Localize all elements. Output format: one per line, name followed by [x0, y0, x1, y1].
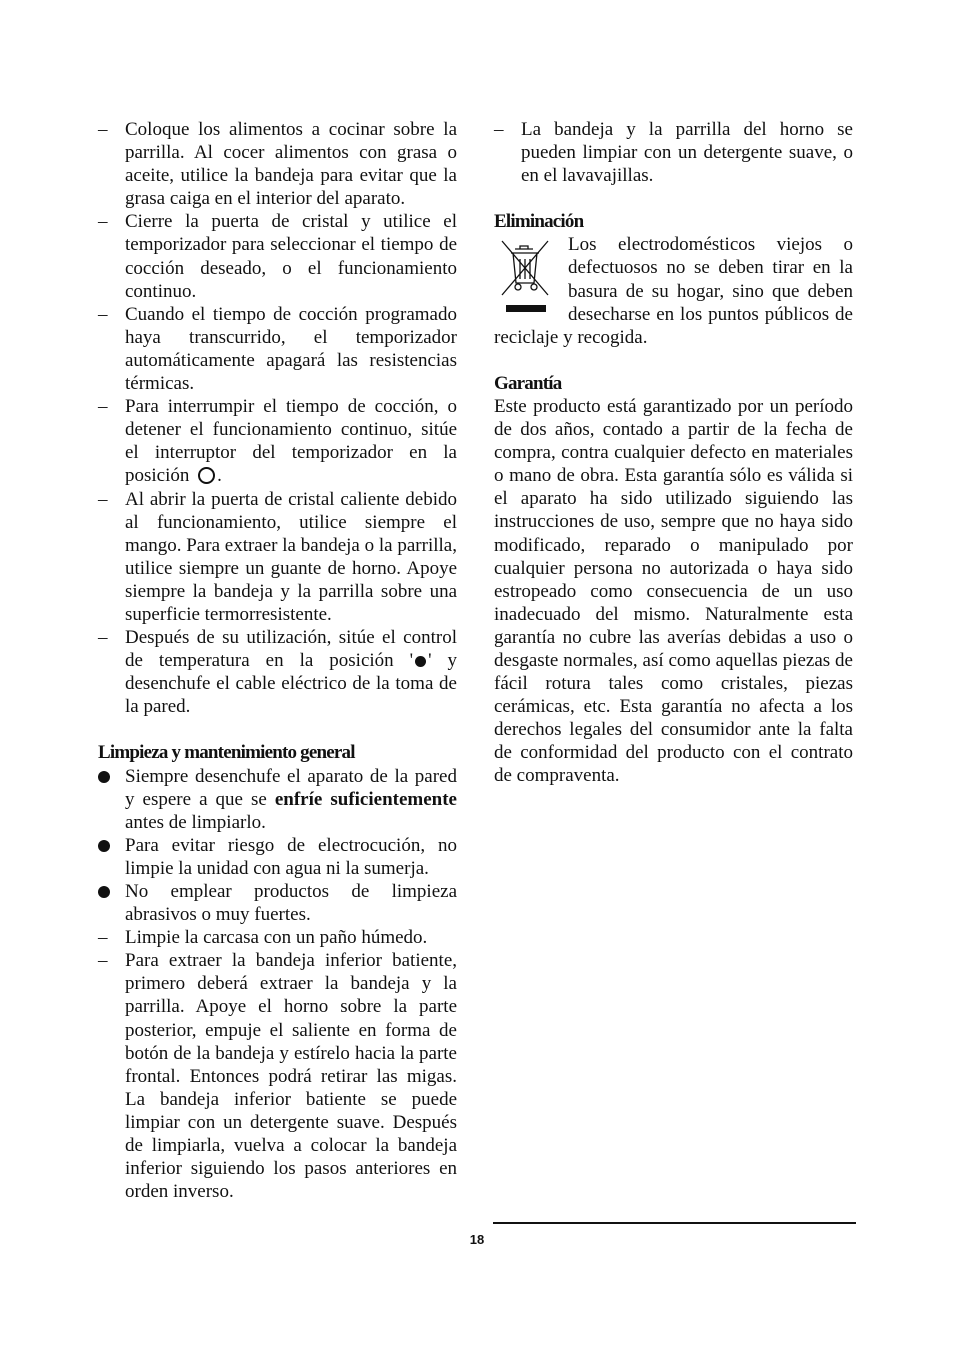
instruction-item [98, 626, 457, 718]
instruction-text: Coloque los alimentos a cocinar sobre la parrilla. Al cocer alimentos con grasa o aceite, utilice la bandeja para evitar que la grasa caiga en el interior del aparato. [125, 119, 457, 210]
instruction-item [98, 210, 457, 302]
dash-marker: – [494, 119, 504, 140]
dash-marker: – [98, 119, 108, 140]
instruction-item [98, 488, 457, 627]
cleaning-dash-item [98, 949, 457, 1203]
cleaning-bullet-item [98, 880, 457, 926]
instruction-item [98, 395, 457, 487]
disposal-text: Los electrodomésticos viejos o defectuosos no se deben tirar en la basura de su hogar, sino que deben desecharse en los puntos públicos de reciclaje y recogida. [494, 234, 853, 348]
bullet-icon [98, 765, 118, 789]
instruction-text: Al abrir la puerta de cristal caliente debido al funcionamiento, utilice siempre el mango. Para extraer la bandeja o la parrilla, utilice siempre un guante de horno. Apoye siempre la bandeja y la parrilla sobre una superficie termorresistente. [125, 488, 457, 625]
instruction-text: La bandeja y la parrilla del horno se pueden limpiar con un detergente suave, o en el lavavajillas. [521, 119, 853, 187]
left-column [98, 118, 457, 1203]
cleaning-text: Limpie la carcasa con un paño húmedo. [125, 927, 428, 949]
instruction-text-end: . [217, 465, 222, 487]
instruction-item [98, 118, 457, 210]
right-column [494, 118, 853, 788]
cleaning-text-end: antes de limpiarlo. [125, 811, 266, 833]
cleaning-heading: Limpieza y mantenimiento general [98, 742, 355, 764]
crossed-out-bin-icon [494, 235, 556, 317]
cleaning-bullet-item [98, 765, 457, 834]
disposal-paragraph [494, 233, 853, 348]
instruction-text: Para interrumpir el tiempo de cocción, o detener el funcionamiento continuo, sitúe el interruptor del temporizador en la posición [125, 396, 457, 487]
instruction-text-end: ' y desenchufe el cable eléctrico de la toma de la pared. [125, 650, 457, 718]
cleaning-text: Para evitar riesgo de electrocución, no limpie la unidad con agua ni la sumerja. [125, 834, 457, 879]
instruction-text: Cuando el tiempo de cocción programado haya transcurrido, el temporizador automáticamente apagará las resistencias térmicas. [125, 303, 457, 395]
footer-divider [493, 1222, 856, 1224]
instruction-item [98, 303, 457, 395]
cleaning-text: Siempre desenchufe el aparato de la pared y espere a que se [125, 765, 457, 810]
bullet-icon [98, 834, 118, 858]
instruction-item [494, 118, 853, 187]
dash-marker: – [98, 396, 108, 418]
cleaning-text: No emplear productos de limpieza abrasivos o muy fuertes. [125, 881, 457, 926]
bullet-icon [98, 880, 118, 904]
warranty-heading: Garantía [494, 372, 562, 394]
dash-marker: – [98, 950, 108, 972]
cleaning-bold-text: enfríe suficientemente [274, 788, 457, 810]
filled-dot-icon [415, 656, 426, 667]
dash-marker: – [98, 303, 108, 325]
disposal-heading: Eliminación [494, 211, 584, 233]
dash-marker: – [98, 627, 108, 649]
page-number: 18 [469, 1232, 485, 1247]
instruction-text: Cierre la puerta de cristal y utilice el temporizador para seleccionar el tiempo de cocción deseado, o el funcionamiento continuo. [125, 211, 457, 302]
off-ring-icon [198, 467, 215, 484]
warranty-text: Este producto está garantizado por un período de dos años, contado a partir de la fecha de compra, contra cualquier defecto en materiales o mano de obra. Esta garantía sólo es válida si el aparato ha sido utilizado siguiendo las instrucciones de uso, sempre que no haya sido modificado, reparado o manipulado por cualquier persona no autorizada o haya sido estropeado como consecuencia de un uso inadecuado del mismo. Naturalmente esta garantía no cubre las averías debidas a uso o desgaste normales, así como aquellas piezas de fácil rotura tales como cristales, piezas cerámicas, etc. Esta garantía no afecta a los derechos legales del consumidor ante la falta de conformidad del producto con el contrato de compraventa. [494, 395, 853, 787]
dash-marker: – [98, 211, 108, 233]
cleaning-dash-item [98, 926, 457, 949]
dash-marker: – [98, 488, 108, 510]
cleaning-text: Para extraer la bandeja inferior batiente, primero deberá extraer la bandeja y la parrilla. Apoye el horno sobre la parte posterior, empuje el saliente en forma de botón de la bandeja y estírelo hacia la parte frontal. Entonces podrá retirar las migas. La bandeja inferior batiente se puede limpiar con un detergente suave. Después de limpiarla, vuelva a colocar la bandeja inferior siguiendo los pasos anteriores en orden inverso. [125, 950, 457, 1203]
instruction-text: Después de su utilización, sitúe el control de temperatura en la posición ' [125, 627, 457, 672]
cleaning-bullet-item [98, 834, 457, 880]
dash-marker: – [98, 927, 108, 949]
